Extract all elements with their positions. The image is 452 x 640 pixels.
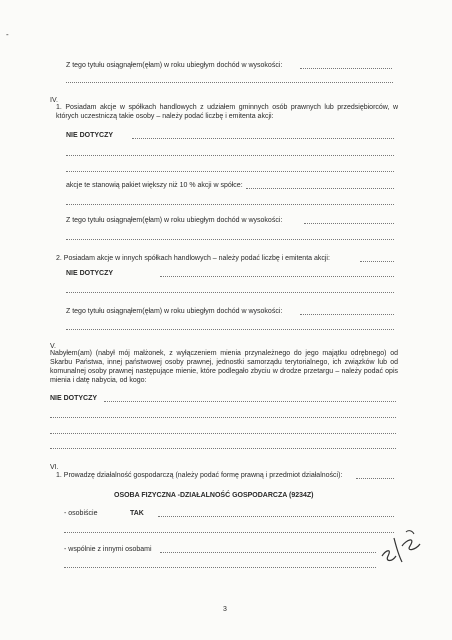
fill-line: [64, 532, 394, 533]
section-5-text: Nabyłem(am) (nabył mój małżonek, z wyłączeniem mienia przynależnego do jego majątku odrębnego) od Skarbu Państwa, innej państwowej osoby prawnej, jednostki samorządu terytorialnego, ich związków lub od komunalnej osoby prawnej następujące mienie, które podlegało zbyciu w drodze przetargu – należy podać opis mienia i datę nabycia, od kogo:: [50, 350, 398, 384]
fill-line: [160, 276, 394, 277]
fill-line: [246, 188, 394, 189]
section-4-p2-answer: NIE DOTYCZY: [66, 270, 114, 277]
fill-line: [64, 567, 376, 568]
fill-line: [66, 155, 394, 156]
section-4-p1-income: Z tego tytułu osiągnąłem(ęłam) w roku ubiegłym dochód w wysokości:: [66, 217, 283, 224]
section-5-heading: V.: [50, 343, 56, 350]
fill-line: [50, 417, 396, 418]
income-line-s3: Z tego tytułu osiągnąłem(ęłam) w roku ubiegłym dochód w wysokości:: [66, 62, 283, 69]
fill-line: [66, 82, 393, 83]
section-5-answer: NIE DOTYCZY: [50, 395, 98, 402]
section-4-heading: IV.: [50, 97, 58, 104]
fill-line: [158, 516, 394, 517]
fill-line: [160, 552, 376, 553]
fill-line: [304, 223, 394, 224]
jointly-label: - wspólnie z innymi osobami: [64, 546, 152, 553]
personally-label: - osobiście: [64, 510, 98, 517]
fill-line: [66, 239, 394, 240]
business-description: OSOBA FIZYCZNA -DZIAŁALNOŚĆ GOSPODARCZA (9234Z): [114, 492, 314, 499]
section-4-pakiet: akcje te stanowią pakiet większy niż 10 % akcji w spółce:: [66, 182, 243, 189]
fill-line: [300, 314, 394, 315]
fill-line: [356, 478, 394, 479]
fill-line: [104, 401, 396, 402]
section-4-p1-answer: NIE DOTYCZY: [66, 132, 114, 139]
section-4-p2-income: Z tego tytułu osiągnąłem(ęłam) w roku ubiegłym dochód w wysokości:: [66, 308, 283, 315]
section-6-heading: VI.: [50, 464, 59, 471]
fill-line: [300, 68, 392, 69]
personally-value: TAK: [130, 510, 144, 517]
margin-mark: -: [6, 30, 9, 39]
fill-line: [66, 329, 394, 330]
fill-line: [66, 292, 394, 293]
section-4-p2: 2. Posiadam akcje w innych spółkach handlowych – należy podać liczbę i emitenta akcji:: [56, 255, 330, 262]
fill-line: [66, 204, 394, 205]
fill-line: [66, 171, 394, 172]
section-4-p1: 1. Posiadam akcje w spółkach handlowych z udziałem gminnych osób prawnych lub przedsiębiorców, w których uczestniczą takie osoby – należy podać liczbę i emitenta akcji:: [56, 104, 398, 120]
fill-line: [50, 433, 396, 434]
page-number: 3: [223, 606, 227, 613]
section-6-p1: 1. Prowadzę działalność gospodarczą (należy podać formę prawną i przedmiot działalności):: [56, 472, 343, 479]
handwritten-signature: [376, 526, 428, 566]
fill-line: [50, 448, 396, 449]
fill-line: [360, 261, 394, 262]
fill-line: [132, 138, 394, 139]
